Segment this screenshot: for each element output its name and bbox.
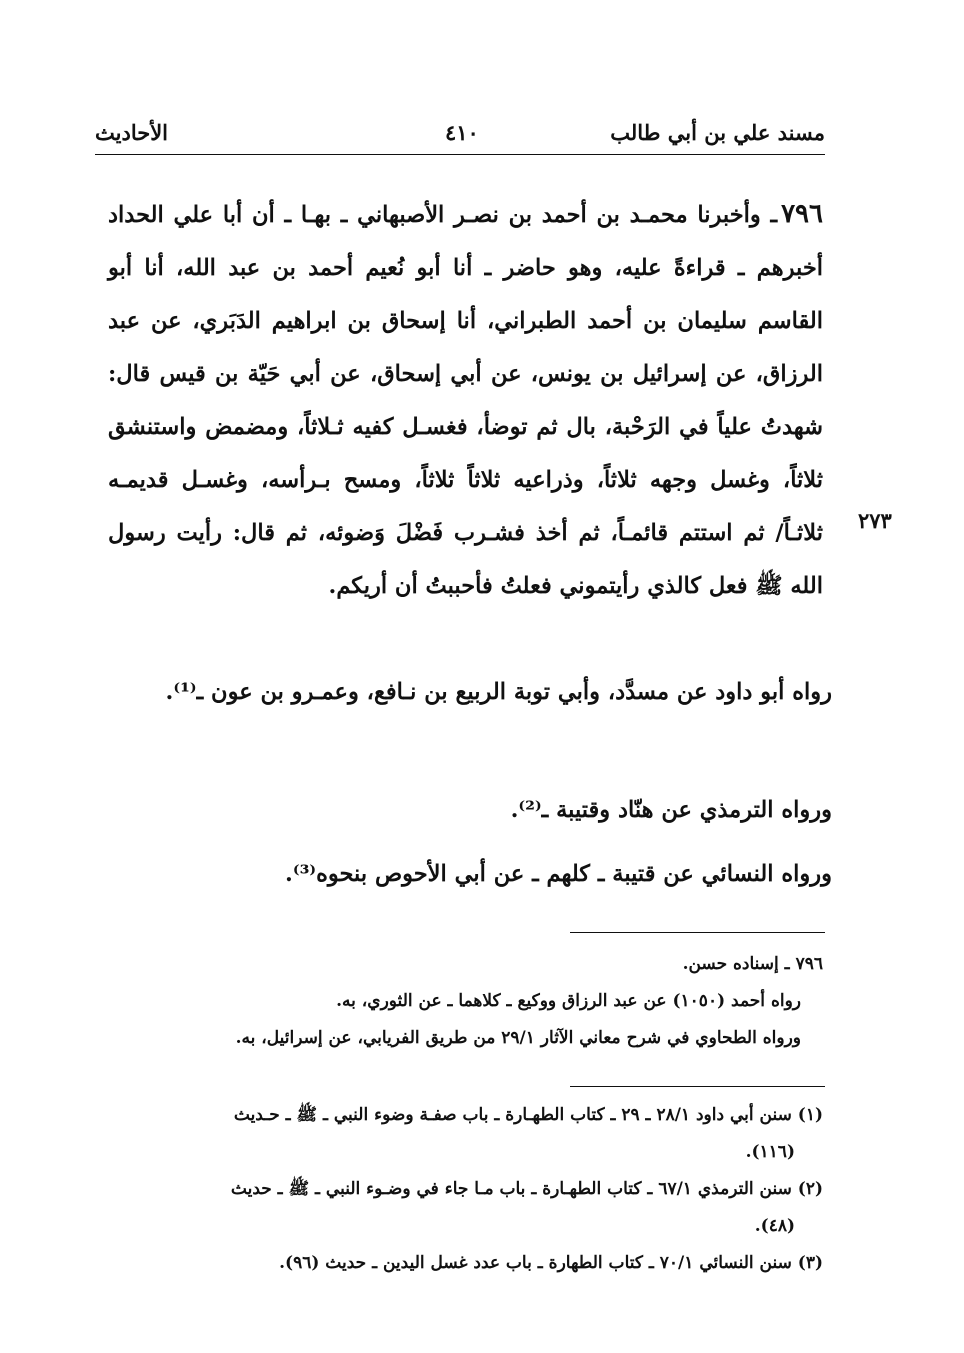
hadith-text: ـ وأخبرنا محمـد بن أحمد بن نصـر الأصبهاني ـ بهـا ـ أن أبا علي الحداد أخبرهم ـ قراءةً عليه، وهو حاضر ـ أنا أبو نُعيم أحمد بن عبد الله، أنا أبو القاسم سليمان بن أحمد الطبراني، أنا إسحاق بن ابراهيم الدَبَري، عن عبد الرزاق، عن إسرائيل بن يونس، عن أبي إسحاق، عن أبي حَيّة بن قيس قال: شهدتُ علياً في الرَحْبة، بال ثم توضأ، فغسـل كفيه ثـلاثاً، ومضمض واستنشق ثلاثاً، وغسل وجهه ثلاثاً، وذراعيه ثلاثاً ثلاثاً، ومسح بـرأسه، وغسـل قديمـه ثلاثـاً/ ثم استتم قائمـاً، ثم أخذ فشـرب فَضْلَ وَضوئه، ثم قال: رأيت رسول الله ﷺ فعل كالذي رأيتموني فعلتُ فأحببتُ أن أريكم.: [108, 202, 823, 599]
section-title: الأحاديث: [95, 120, 169, 145]
footnote-marker: (٣): [797, 1253, 823, 1273]
footnotes: [110, 1097, 823, 1282]
takhrij-tahawi: ورواه الطحاوي في شرح معاني الآثار ٢٩/١ من طريق الفريابي، عن إسرائيل، به.: [235, 1028, 801, 1048]
footnote-3: [110, 1245, 823, 1282]
hadith-paragraph: [108, 188, 823, 613]
book-title: مسند علي بن أبي طالب: [610, 120, 825, 145]
footnote-continuation: (٤٨).: [754, 1216, 795, 1236]
running-header: [95, 120, 825, 155]
takhrij-section: [110, 946, 823, 1057]
footnote-continuation: (١١٦).: [745, 1142, 795, 1162]
footnote-1: [110, 1097, 823, 1171]
footnote-text: سنن الترمذي ٦٧/١ ـ كتاب الطهـارة ـ باب مـا جاء في وضـوء النبي ـ ﷺ ـ حديث: [230, 1179, 792, 1199]
takhrij-separator: [570, 932, 825, 933]
footnote-text: سنن النسائي ٧٠/١ ـ كتاب الطهارة ـ باب عدد غسل اليدين ـ حديث (٩٦).: [279, 1253, 792, 1273]
margin-page-reference: ٢٧٣: [858, 508, 892, 533]
footnote-marker: (٢): [797, 1179, 823, 1199]
narration-tirmidhi: ورواه الترمذي عن هنّاد وقتيبة ـ⁽²⁾.: [510, 797, 832, 823]
narration-abu-dawud: رواه أبو داود عن مسدَّد، وأبي توبة الربيع بن نـافع، وعمـرو بن عون ـ⁽¹⁾.: [165, 679, 832, 705]
footnote-marker: (١): [797, 1105, 823, 1125]
takhrij-grading: ٧٩٦ ـ إسناده حسن.: [682, 954, 823, 974]
page-number: ٤١٠: [445, 120, 479, 145]
narration-nasai: ورواه النسائي عن قتيبة ـ كلهم ـ عن أبي الأحوص بنحوه⁽³⁾.: [285, 861, 832, 887]
hadith-number: ٧٩٦: [781, 199, 823, 229]
footnote-2: [110, 1171, 823, 1245]
takhrij-ahmad: رواه أحمد (١٠٥٠) عن عبد الرزاق ووكيع ـ كلاهما ـ عن الثوري، به.: [336, 991, 801, 1011]
footnote-separator: [570, 1086, 825, 1087]
footnote-text: سنن أبي داود ٢٨/١ ـ ٢٩ ـ كتاب الطهـارة ـ باب صفـة وضوء النبي ـ ﷺ ـ حـديث: [233, 1105, 792, 1125]
